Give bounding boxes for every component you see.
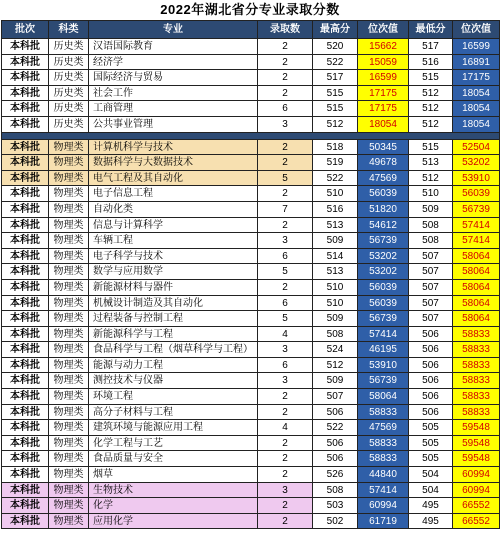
- subject-type-cell: 历史类: [49, 86, 89, 102]
- max-rank-cell: 60994: [358, 498, 409, 514]
- min-rank-cell: 58833: [453, 373, 500, 389]
- batch-cell: 本科批: [2, 101, 49, 117]
- admission-count-cell: 6: [258, 249, 313, 265]
- subject-type-cell: 物理类: [49, 249, 89, 265]
- min-rank-cell: 56039: [453, 186, 500, 202]
- min-rank-cell: 58833: [453, 358, 500, 374]
- max-score-cell: 524: [313, 342, 358, 358]
- batch-cell: 本科批: [2, 264, 49, 280]
- batch-cell: 本科批: [2, 389, 49, 405]
- min-score-cell: 509: [409, 202, 453, 218]
- admission-count-cell: 2: [258, 498, 313, 514]
- min-score-cell: 507: [409, 280, 453, 296]
- subject-type-cell: 物理类: [49, 264, 89, 280]
- major-cell: 新能源科学与工程: [89, 327, 258, 343]
- header-batch: 批次: [2, 21, 49, 39]
- batch-cell: 本科批: [2, 358, 49, 374]
- admission-count-cell: 6: [258, 296, 313, 312]
- admission-count-cell: 7: [258, 202, 313, 218]
- min-rank-cell: 57414: [453, 233, 500, 249]
- header-min-score: 最低分: [409, 21, 453, 39]
- max-score-cell: 515: [313, 86, 358, 102]
- min-score-cell: 512: [409, 117, 453, 133]
- subject-type-cell: 物理类: [49, 451, 89, 467]
- admission-count-cell: 2: [258, 70, 313, 86]
- max-rank-cell: 61719: [358, 514, 409, 530]
- major-cell: 数据科学与大数据技术: [89, 155, 258, 171]
- admission-count-cell: 5: [258, 311, 313, 327]
- batch-cell: 本科批: [2, 373, 49, 389]
- subject-type-cell: 物理类: [49, 436, 89, 452]
- max-score-cell: 515: [313, 101, 358, 117]
- subject-type-cell: 物理类: [49, 296, 89, 312]
- major-cell: 计算机科学与技术: [89, 140, 258, 156]
- admission-count-cell: 3: [258, 342, 313, 358]
- admission-count-cell: 2: [258, 86, 313, 102]
- subject-type-cell: 物理类: [49, 140, 89, 156]
- subject-type-cell: 物理类: [49, 327, 89, 343]
- min-score-cell: 513: [409, 155, 453, 171]
- major-cell: 建筑环境与能源应用工程: [89, 420, 258, 436]
- batch-cell: 本科批: [2, 420, 49, 436]
- major-cell: 化学工程与工艺: [89, 436, 258, 452]
- major-cell: 机械设计制造及其自动化: [89, 296, 258, 312]
- major-cell: 电气工程及其自动化: [89, 171, 258, 187]
- major-cell: 工商管理: [89, 101, 258, 117]
- subject-type-cell: 物理类: [49, 342, 89, 358]
- admission-count-cell: 3: [258, 233, 313, 249]
- min-rank-cell: 58833: [453, 327, 500, 343]
- admission-count-cell: 3: [258, 117, 313, 133]
- min-score-cell: 506: [409, 389, 453, 405]
- max-score-cell: 510: [313, 296, 358, 312]
- batch-cell: 本科批: [2, 202, 49, 218]
- major-cell: 应用化学: [89, 514, 258, 530]
- major-cell: 测控技术与仪器: [89, 373, 258, 389]
- min-score-cell: 505: [409, 420, 453, 436]
- min-score-cell: 508: [409, 218, 453, 234]
- section-divider: [2, 133, 500, 140]
- min-rank-cell: 66552: [453, 514, 500, 530]
- min-score-cell: 508: [409, 233, 453, 249]
- max-rank-cell: 47569: [358, 420, 409, 436]
- min-score-cell: 495: [409, 514, 453, 530]
- subject-type-cell: 物理类: [49, 467, 89, 483]
- admission-count-cell: 4: [258, 420, 313, 436]
- max-rank-cell: 58833: [358, 405, 409, 421]
- max-score-cell: 519: [313, 155, 358, 171]
- max-rank-cell: 50345: [358, 140, 409, 156]
- batch-cell: 本科批: [2, 70, 49, 86]
- max-score-cell: 502: [313, 514, 358, 530]
- min-score-cell: 510: [409, 186, 453, 202]
- min-score-cell: 506: [409, 342, 453, 358]
- max-score-cell: 510: [313, 186, 358, 202]
- admission-count-cell: 5: [258, 171, 313, 187]
- subject-type-cell: 物理类: [49, 420, 89, 436]
- min-rank-cell: 58833: [453, 405, 500, 421]
- admission-count-cell: 2: [258, 55, 313, 71]
- min-score-cell: 512: [409, 101, 453, 117]
- batch-cell: 本科批: [2, 514, 49, 530]
- min-score-cell: 495: [409, 498, 453, 514]
- min-rank-cell: 18054: [453, 117, 500, 133]
- batch-cell: 本科批: [2, 233, 49, 249]
- max-score-cell: 506: [313, 436, 358, 452]
- max-rank-cell: 56739: [358, 233, 409, 249]
- batch-cell: 本科批: [2, 39, 49, 55]
- max-score-cell: 512: [313, 117, 358, 133]
- subject-type-cell: 物理类: [49, 202, 89, 218]
- major-cell: 公共事业管理: [89, 117, 258, 133]
- min-rank-cell: 57414: [453, 218, 500, 234]
- min-rank-cell: 58064: [453, 296, 500, 312]
- batch-cell: 本科批: [2, 249, 49, 265]
- admission-count-cell: 2: [258, 436, 313, 452]
- subject-type-cell: 物理类: [49, 358, 89, 374]
- batch-cell: 本科批: [2, 342, 49, 358]
- max-rank-cell: 53202: [358, 249, 409, 265]
- admission-count-cell: 6: [258, 101, 313, 117]
- max-rank-cell: 58833: [358, 436, 409, 452]
- subject-type-cell: 物理类: [49, 405, 89, 421]
- min-score-cell: 515: [409, 70, 453, 86]
- max-rank-cell: 15662: [358, 39, 409, 55]
- min-score-cell: 505: [409, 451, 453, 467]
- max-score-cell: 507: [313, 389, 358, 405]
- major-cell: 新能源材料与器件: [89, 280, 258, 296]
- min-rank-cell: 58064: [453, 249, 500, 265]
- subject-type-cell: 物理类: [49, 311, 89, 327]
- min-rank-cell: 16599: [453, 39, 500, 55]
- batch-cell: 本科批: [2, 280, 49, 296]
- batch-cell: 本科批: [2, 296, 49, 312]
- min-rank-cell: 60994: [453, 483, 500, 499]
- min-score-cell: 507: [409, 249, 453, 265]
- min-rank-cell: 53202: [453, 155, 500, 171]
- major-cell: 食品质量与安全: [89, 451, 258, 467]
- subject-type-cell: 历史类: [49, 101, 89, 117]
- admission-count-cell: 2: [258, 39, 313, 55]
- max-rank-cell: 16599: [358, 70, 409, 86]
- max-score-cell: 506: [313, 405, 358, 421]
- min-rank-cell: 58833: [453, 342, 500, 358]
- min-score-cell: 512: [409, 171, 453, 187]
- min-rank-cell: 59548: [453, 436, 500, 452]
- admission-count-cell: 2: [258, 218, 313, 234]
- max-score-cell: 506: [313, 451, 358, 467]
- min-rank-cell: 58064: [453, 280, 500, 296]
- subject-type-cell: 历史类: [49, 39, 89, 55]
- subject-type-cell: 物理类: [49, 233, 89, 249]
- min-score-cell: 507: [409, 296, 453, 312]
- min-score-cell: 505: [409, 436, 453, 452]
- min-rank-cell: 17175: [453, 70, 500, 86]
- batch-cell: 本科批: [2, 498, 49, 514]
- min-score-cell: 507: [409, 311, 453, 327]
- max-score-cell: 503: [313, 498, 358, 514]
- max-rank-cell: 15059: [358, 55, 409, 71]
- major-cell: 生物技术: [89, 483, 258, 499]
- admission-count-cell: 2: [258, 389, 313, 405]
- major-cell: 数学与应用数学: [89, 264, 258, 280]
- admission-count-cell: 4: [258, 327, 313, 343]
- max-score-cell: 520: [313, 39, 358, 55]
- max-rank-cell: 56739: [358, 311, 409, 327]
- subject-type-cell: 物理类: [49, 171, 89, 187]
- max-score-cell: 522: [313, 55, 358, 71]
- batch-cell: 本科批: [2, 436, 49, 452]
- max-score-cell: 509: [313, 233, 358, 249]
- max-score-cell: 513: [313, 218, 358, 234]
- max-rank-cell: 44840: [358, 467, 409, 483]
- admission-count-cell: 2: [258, 186, 313, 202]
- max-score-cell: 526: [313, 467, 358, 483]
- min-rank-cell: 58833: [453, 389, 500, 405]
- admission-count-cell: 2: [258, 514, 313, 530]
- max-score-cell: 509: [313, 311, 358, 327]
- min-score-cell: 517: [409, 39, 453, 55]
- major-cell: 自动化类: [89, 202, 258, 218]
- min-score-cell: 516: [409, 55, 453, 71]
- max-rank-cell: 56039: [358, 186, 409, 202]
- max-rank-cell: 58064: [358, 389, 409, 405]
- min-rank-cell: 18054: [453, 86, 500, 102]
- header-max-score: 最高分: [313, 21, 358, 39]
- major-cell: 汉语国际教育: [89, 39, 258, 55]
- admission-count-cell: 3: [258, 373, 313, 389]
- page-title: 2022年湖北省分专业录取分数: [160, 2, 340, 17]
- batch-cell: 本科批: [2, 55, 49, 71]
- major-cell: 化学: [89, 498, 258, 514]
- header-min-rank: 位次值: [453, 21, 500, 39]
- header-major: 专业: [89, 21, 258, 39]
- max-rank-cell: 47569: [358, 171, 409, 187]
- min-rank-cell: 56739: [453, 202, 500, 218]
- max-rank-cell: 53202: [358, 264, 409, 280]
- major-cell: 食品科学与工程（烟草科学与工程）: [89, 342, 258, 358]
- batch-cell: 本科批: [2, 311, 49, 327]
- max-rank-cell: 17175: [358, 86, 409, 102]
- min-rank-cell: 18054: [453, 101, 500, 117]
- batch-cell: 本科批: [2, 327, 49, 343]
- admission-count-cell: 5: [258, 264, 313, 280]
- major-cell: 经济学: [89, 55, 258, 71]
- batch-cell: 本科批: [2, 451, 49, 467]
- major-cell: 社会工作: [89, 86, 258, 102]
- min-score-cell: 506: [409, 373, 453, 389]
- subject-type-cell: 物理类: [49, 155, 89, 171]
- subject-type-cell: 物理类: [49, 483, 89, 499]
- subject-type-cell: 物理类: [49, 514, 89, 530]
- max-score-cell: 512: [313, 358, 358, 374]
- max-rank-cell: 17175: [358, 101, 409, 117]
- max-score-cell: 510: [313, 280, 358, 296]
- max-rank-cell: 51820: [358, 202, 409, 218]
- min-rank-cell: 60994: [453, 467, 500, 483]
- batch-cell: 本科批: [2, 467, 49, 483]
- max-rank-cell: 56039: [358, 296, 409, 312]
- max-score-cell: 513: [313, 264, 358, 280]
- max-rank-cell: 54612: [358, 218, 409, 234]
- admission-count-cell: 2: [258, 280, 313, 296]
- min-rank-cell: 66552: [453, 498, 500, 514]
- min-score-cell: 504: [409, 483, 453, 499]
- admission-count-cell: 3: [258, 483, 313, 499]
- admission-count-cell: 2: [258, 451, 313, 467]
- major-cell: 过程装备与控制工程: [89, 311, 258, 327]
- admission-count-cell: 6: [258, 358, 313, 374]
- max-rank-cell: 57414: [358, 327, 409, 343]
- max-rank-cell: 57414: [358, 483, 409, 499]
- major-cell: 环境工程: [89, 389, 258, 405]
- subject-type-cell: 历史类: [49, 70, 89, 86]
- max-rank-cell: 18054: [358, 117, 409, 133]
- batch-cell: 本科批: [2, 140, 49, 156]
- admission-count-cell: 2: [258, 405, 313, 421]
- batch-cell: 本科批: [2, 155, 49, 171]
- major-cell: 电子科学与技术: [89, 249, 258, 265]
- max-score-cell: 514: [313, 249, 358, 265]
- min-score-cell: 515: [409, 140, 453, 156]
- min-rank-cell: 59548: [453, 420, 500, 436]
- max-score-cell: 516: [313, 202, 358, 218]
- batch-cell: 本科批: [2, 171, 49, 187]
- min-score-cell: 512: [409, 86, 453, 102]
- batch-cell: 本科批: [2, 483, 49, 499]
- major-cell: 烟草: [89, 467, 258, 483]
- max-score-cell: 522: [313, 171, 358, 187]
- max-rank-cell: 49678: [358, 155, 409, 171]
- min-rank-cell: 58064: [453, 264, 500, 280]
- max-score-cell: 518: [313, 140, 358, 156]
- min-rank-cell: 58064: [453, 311, 500, 327]
- major-cell: 车辆工程: [89, 233, 258, 249]
- max-score-cell: 508: [313, 483, 358, 499]
- max-rank-cell: 56039: [358, 280, 409, 296]
- min-rank-cell: 53910: [453, 171, 500, 187]
- header-type: 科类: [49, 21, 89, 39]
- admission-count-cell: 2: [258, 467, 313, 483]
- major-cell: 电子信息工程: [89, 186, 258, 202]
- max-rank-cell: 53910: [358, 358, 409, 374]
- subject-type-cell: 物理类: [49, 218, 89, 234]
- min-score-cell: 506: [409, 327, 453, 343]
- min-rank-cell: 16891: [453, 55, 500, 71]
- max-score-cell: 509: [313, 373, 358, 389]
- score-table: [1, 20, 500, 529]
- subject-type-cell: 物理类: [49, 498, 89, 514]
- header-count: 录取数: [258, 21, 313, 39]
- subject-type-cell: 物理类: [49, 389, 89, 405]
- min-score-cell: 506: [409, 358, 453, 374]
- max-rank-cell: 56739: [358, 373, 409, 389]
- major-cell: 信息与计算科学: [89, 218, 258, 234]
- admission-count-cell: 2: [258, 140, 313, 156]
- min-score-cell: 506: [409, 405, 453, 421]
- batch-cell: 本科批: [2, 117, 49, 133]
- max-score-cell: 517: [313, 70, 358, 86]
- subject-type-cell: 历史类: [49, 55, 89, 71]
- batch-cell: 本科批: [2, 218, 49, 234]
- subject-type-cell: 历史类: [49, 117, 89, 133]
- batch-cell: 本科批: [2, 405, 49, 421]
- max-rank-cell: 58833: [358, 451, 409, 467]
- min-score-cell: 507: [409, 264, 453, 280]
- max-score-cell: 522: [313, 420, 358, 436]
- admission-count-cell: 2: [258, 155, 313, 171]
- subject-type-cell: 物理类: [49, 373, 89, 389]
- major-cell: 能源与动力工程: [89, 358, 258, 374]
- subject-type-cell: 物理类: [49, 186, 89, 202]
- subject-type-cell: 物理类: [49, 280, 89, 296]
- min-rank-cell: 59548: [453, 451, 500, 467]
- max-rank-cell: 46195: [358, 342, 409, 358]
- min-rank-cell: 52504: [453, 140, 500, 156]
- major-cell: 国际经济与贸易: [89, 70, 258, 86]
- min-score-cell: 504: [409, 467, 453, 483]
- batch-cell: 本科批: [2, 86, 49, 102]
- header-max-rank: 位次值: [358, 21, 409, 39]
- max-score-cell: 508: [313, 327, 358, 343]
- major-cell: 高分子材料与工程: [89, 405, 258, 421]
- batch-cell: 本科批: [2, 186, 49, 202]
